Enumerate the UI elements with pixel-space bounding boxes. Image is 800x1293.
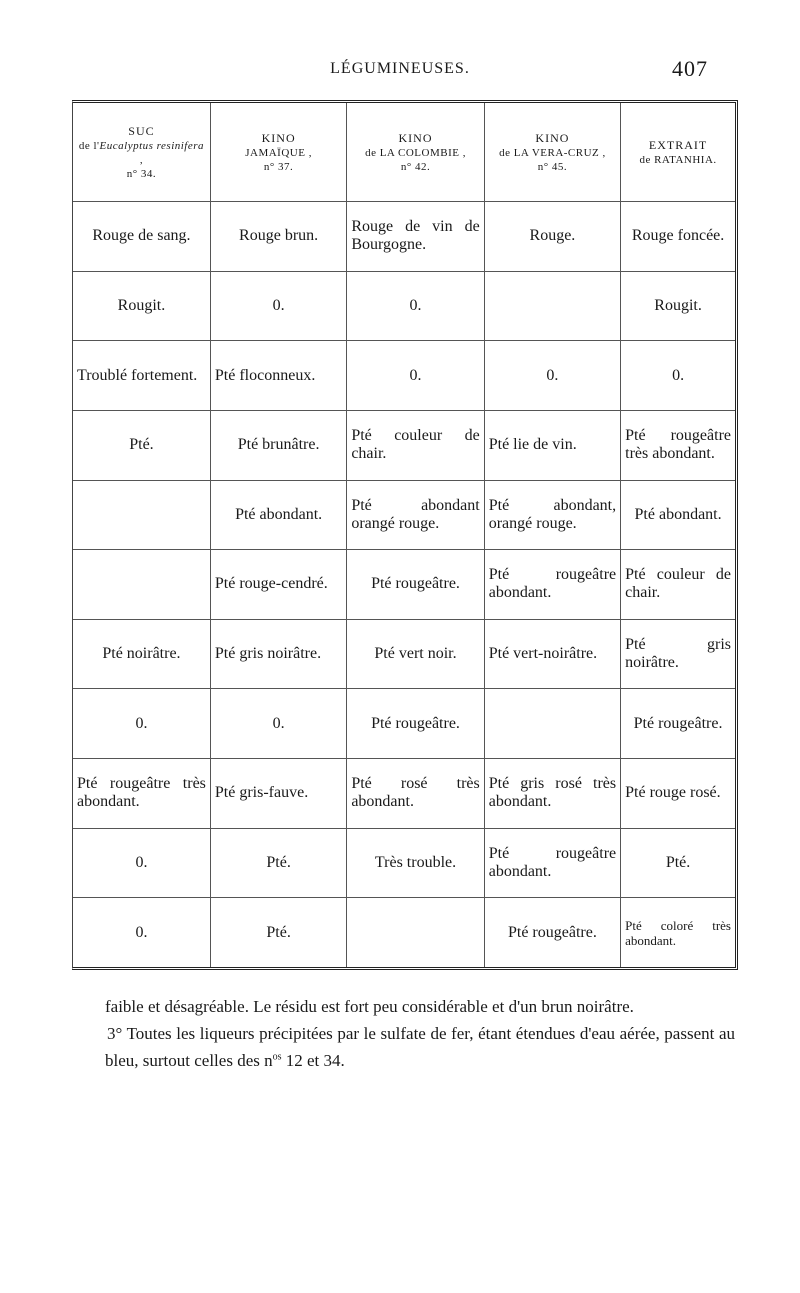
table-cell: 0. xyxy=(347,341,484,411)
column-header-italic: Eucalyptus resinifera xyxy=(99,139,205,152)
column-header-4 xyxy=(621,103,735,202)
table-cell: Pté vert-noirâtre. xyxy=(484,619,620,689)
column-header-name: KINO xyxy=(398,130,433,145)
table-cell: Rouge brun. xyxy=(210,202,346,272)
column-header-num: n° 34. xyxy=(126,167,157,180)
table-cell: Pté. xyxy=(621,828,735,898)
paragraph-point-3-text: 3° Toutes les liqueurs précipitées par le sulfate de fer, étant étendues d'eau aérée, passent au bleu, surtout celles des n xyxy=(105,1024,735,1070)
table-row xyxy=(73,759,735,829)
table-cell xyxy=(484,271,620,341)
column-header-1 xyxy=(210,103,346,202)
table-cell xyxy=(73,480,210,550)
table-cell: Pté gris noirâtre. xyxy=(210,619,346,689)
column-header-sub: de RATANHIA. xyxy=(639,153,717,166)
table-cell: Pté vert noir. xyxy=(347,619,484,689)
table-body xyxy=(73,202,735,968)
table-cell: Pté rougeâtre abondant. xyxy=(484,550,620,620)
table-cell: Pté noirâtre. xyxy=(73,619,210,689)
table-row xyxy=(73,619,735,689)
paragraph-point-3-sup: os xyxy=(272,1051,282,1063)
table-cell: Pté rougeâtre très abondant. xyxy=(621,410,735,480)
table-row xyxy=(73,271,735,341)
table-cell: Pté rougeâtre. xyxy=(347,689,484,759)
paragraph-point-3 xyxy=(105,1020,735,1074)
table-cell: Pté rougeâtre. xyxy=(484,898,620,967)
table-cell: Pté lie de vin. xyxy=(484,410,620,480)
table-cell: Pté floconneux. xyxy=(210,341,346,411)
column-header-sub: de LA VERA-CRUZ , xyxy=(499,146,606,159)
column-header-name: SUC xyxy=(128,123,155,138)
table-header-row xyxy=(73,103,735,202)
table-cell: Pté couleur de chair. xyxy=(621,550,735,620)
column-header-name: KINO xyxy=(261,130,296,145)
table-cell: Pté gris rosé très abondant. xyxy=(484,759,620,829)
table-cell: Troublé fortement. xyxy=(73,341,210,411)
column-header-sub: JAMAÏQUE , xyxy=(245,146,312,159)
table-cell xyxy=(484,689,620,759)
table-row xyxy=(73,898,735,967)
table-cell: Très trouble. xyxy=(347,828,484,898)
table-cell: Pté abondant, orangé rouge. xyxy=(484,480,620,550)
table-row xyxy=(73,202,735,272)
reaction-table-grid xyxy=(73,103,735,967)
table-cell xyxy=(347,898,484,967)
table-cell: Pté rougeâtre. xyxy=(347,550,484,620)
table-cell: Pté. xyxy=(73,410,210,480)
table-row xyxy=(73,550,735,620)
table-row xyxy=(73,689,735,759)
table-cell: 0. xyxy=(621,341,735,411)
table-cell: Pté abondant orangé rouge. xyxy=(347,480,484,550)
column-header-name: KINO xyxy=(535,130,570,145)
table-cell: Pté abondant. xyxy=(210,480,346,550)
column-header-0 xyxy=(73,103,210,202)
table-cell: 0. xyxy=(73,828,210,898)
table-row xyxy=(73,480,735,550)
table-cell: Pté coloré très abondant. xyxy=(621,898,735,967)
table-cell: Pté. xyxy=(210,828,346,898)
table-cell: Rouge de vin de Bourgogne. xyxy=(347,202,484,272)
table-cell: 0. xyxy=(484,341,620,411)
table-cell: Pté brunâtre. xyxy=(210,410,346,480)
table-cell: 0. xyxy=(210,689,346,759)
paragraph-point-3-end: 12 et 34. xyxy=(281,1051,345,1070)
paragraph-continuation: faible et désagréable. Le résidu est fort peu considérable et d'un brun noirâtre. xyxy=(105,997,634,1016)
column-header-num: n° 37. xyxy=(263,160,294,173)
body-text xyxy=(105,993,735,1074)
column-header-sub: de l' xyxy=(78,139,100,152)
column-header-after: , xyxy=(139,153,144,166)
column-header-num: n° 45. xyxy=(537,160,568,173)
table-cell: 0. xyxy=(135,923,148,941)
table-row xyxy=(73,341,735,411)
column-header-num: n° 42. xyxy=(400,160,431,173)
table-cell: Pté gris-fauve. xyxy=(210,759,346,829)
running-head xyxy=(0,58,800,88)
table-cell: Pté rougeâtre abondant. xyxy=(484,828,620,898)
column-header-3 xyxy=(484,103,620,202)
table-cell: Pté rouge-cendré. xyxy=(210,550,346,620)
reaction-table xyxy=(72,100,738,970)
running-title: LÉGUMINEUSES. xyxy=(330,60,470,77)
table-cell: Pté rougeâtre. xyxy=(621,689,735,759)
page-number: 407 xyxy=(672,56,708,81)
table-cell: Pté rougeâtre très abondant. xyxy=(73,759,210,829)
column-header-sub: de LA COLOMBIE , xyxy=(365,146,466,159)
table-cell: 0. xyxy=(73,689,210,759)
table-cell: Pté gris noirâtre. xyxy=(621,619,735,689)
column-header-2 xyxy=(347,103,484,202)
column-header-name: EXTRAIT xyxy=(648,137,708,152)
table-cell: Rouge de sang. xyxy=(73,202,210,272)
table-cell: Rouge. xyxy=(484,202,620,272)
table-cell: 0. xyxy=(347,271,484,341)
table-cell: Rougit. xyxy=(621,271,735,341)
table-row xyxy=(73,828,735,898)
table-row xyxy=(73,410,735,480)
table-cell xyxy=(73,550,210,620)
table-cell: Pté rosé très abondant. xyxy=(347,759,484,829)
table-cell: Pté abondant. xyxy=(621,480,735,550)
table-cell: Pté rouge rosé. xyxy=(621,759,735,829)
table-cell: 0. xyxy=(210,271,346,341)
table-cell: Rougit. xyxy=(73,271,210,341)
table-cell: Rouge foncée. xyxy=(621,202,735,272)
table-cell: Pté. xyxy=(210,898,346,967)
table-cell: Pté couleur de chair. xyxy=(347,410,484,480)
